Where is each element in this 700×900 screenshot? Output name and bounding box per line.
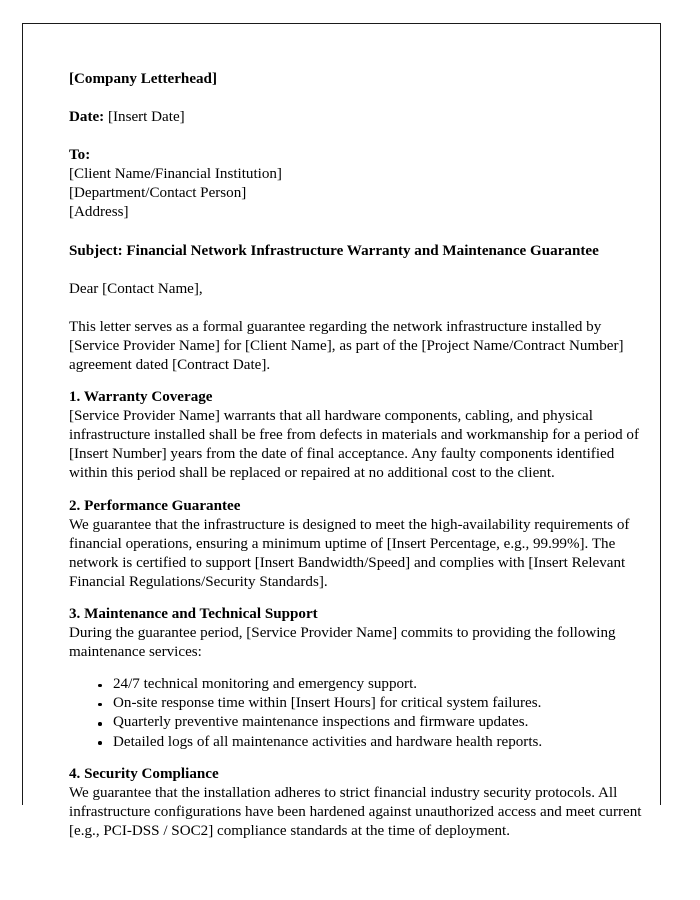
section-body-1: [Service Provider Name] warrants that all hardware components, cabling, and physical infrastructure installed shall be free from defects in materials and workmanship for a period of [Insert Number] years from the date of final acceptance. Any faulty components identified within this period shall be replaced or repaired at no additional cost to the client. xyxy=(69,408,640,482)
recipient-line: [Department/Contact Person] xyxy=(69,185,247,202)
maintenance-services-list xyxy=(69,675,655,751)
company-letterhead: [Company Letterhead] xyxy=(69,71,217,87)
intro-paragraph: This letter serves as a formal guarantee regarding the network infrastructure installed by [Service Provider Name] for [Client Name], as part of the [Project Name/Contract Number] agreement dated [Contract Date]. xyxy=(69,318,624,373)
recipient-line: [Client Name/Financial Institution] xyxy=(69,166,282,183)
section-heading-2: 2. Performance Guarantee xyxy=(69,497,241,514)
date-value: [Insert Date] xyxy=(107,109,185,126)
list-item: 24/7 technical monitoring and emergency support. xyxy=(69,675,655,694)
salutation: Dear [Contact Name], xyxy=(69,280,203,297)
list-item: Detailed logs of all maintenance activities and hardware health reports. xyxy=(69,733,655,752)
subject-line: Subject: Financial Network Infrastructure Warranty and Maintenance Guarantee xyxy=(69,242,599,259)
section-body-3: During the guarantee period, [Service Provider Name] commits to providing the following maintenance services: xyxy=(69,625,616,661)
section-body-2: We guarantee that the infrastructure is designed to meet the high-availability requirements of financial operations, ensuring a minimum uptime of [Insert Percentage, e.g., 99.99%]. The network is certified to support [Insert Bandwidth/Speed] and complies with [Insert Relevant Financial Regulations/Security Standards]. xyxy=(69,516,630,590)
date-label: Date: xyxy=(69,109,105,126)
section-heading-3: 3. Maintenance and Technical Support xyxy=(69,605,318,622)
section-heading-1: 1. Warranty Coverage xyxy=(69,389,213,406)
document-page xyxy=(22,23,661,839)
list-item: On-site response time within [Insert Hours] for critical system failures. xyxy=(69,694,655,713)
recipient-line: [Address] xyxy=(69,204,129,221)
letter-content xyxy=(69,70,655,841)
section-heading-4: 4. Security Compliance xyxy=(69,765,219,782)
list-item: Quarterly preventive maintenance inspections and firmware updates. xyxy=(69,713,655,732)
section-body-4: We guarantee that the installation adheres to strict financial industry security protocols. All infrastructure configurations have been hardened against unauthorized access and meet current [e.g., PCI-DSS / SOC2] compliance standards at the time of deployment. xyxy=(69,784,642,839)
recipient-label: To: xyxy=(69,147,91,164)
date-line xyxy=(69,108,655,127)
